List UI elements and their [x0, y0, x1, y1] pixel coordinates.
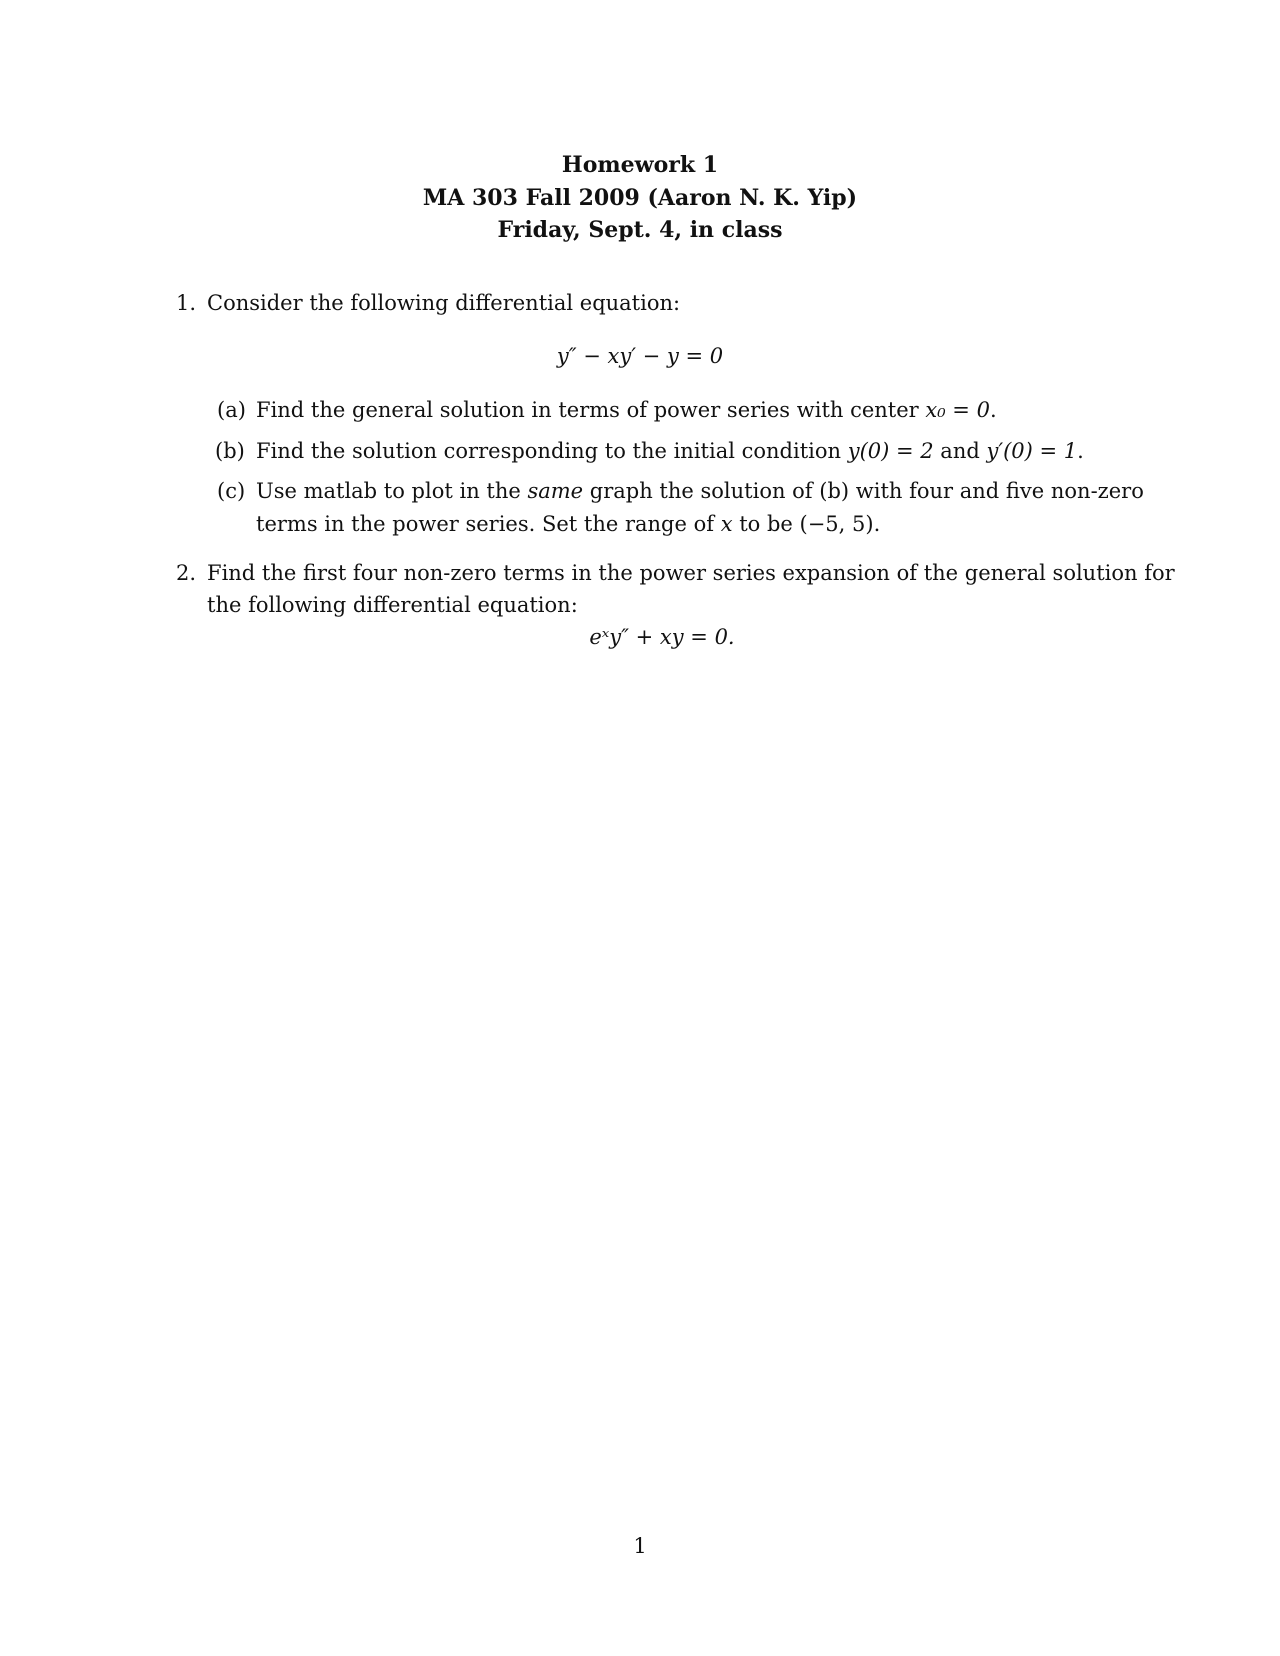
part-a-text-after: .: [989, 398, 997, 422]
part-a-text: [256, 396, 997, 424]
part-c-label: (c): [217, 479, 246, 503]
part-c-var-x: x: [720, 512, 733, 536]
part-c-line-2-b: to be: [732, 512, 800, 536]
part-b-text-after: .: [1077, 439, 1084, 463]
part-b-math-2: y′(0) = 1: [986, 439, 1078, 463]
part-b-mid: and: [933, 439, 987, 463]
problem-1-intro: Consider the following differential equation:: [207, 291, 681, 315]
part-c-line-1-a: Use matlab to plot in the: [256, 479, 528, 503]
page-number: 1: [633, 1534, 647, 1558]
problem-2-line-2: the following differential equation:: [207, 593, 578, 617]
part-c-line-2-end: .: [873, 512, 881, 536]
part-c-line-1-b: graph the solution of (b) with four and five non-zero: [583, 479, 1144, 503]
due-date-line: Friday, Sept. 4, in class: [497, 217, 783, 243]
course-line: MA 303 Fall 2009 (Aaron N. K. Yip): [422, 185, 858, 211]
document-title: Homework 1: [561, 152, 719, 178]
part-a-text-before: Find the general solution in terms of power series with center: [256, 398, 926, 422]
part-a-math: x₀ = 0: [925, 398, 990, 422]
part-c-emphasis: same: [527, 479, 584, 503]
problem-2-equation: eˣy″ + xy = 0.: [589, 625, 735, 649]
problem-2-number: 2.: [176, 561, 197, 585]
part-c-range: (−5, 5): [799, 512, 874, 536]
part-a-label: (a): [217, 398, 246, 422]
part-b-text: [256, 437, 1084, 465]
part-b-math-1: y(0) = 2: [847, 439, 934, 463]
part-b-text-before: Find the solution corresponding to the initial condition: [256, 439, 848, 463]
part-c-line-1: [256, 477, 1144, 505]
part-b-label: (b): [215, 439, 245, 463]
problem-2-line-1: Find the first four non-zero terms in the power series expansion of the general solution for: [207, 561, 1175, 585]
problem-1-equation: y″ − xy′ − y = 0: [556, 344, 724, 368]
part-c-line-2-a: terms in the power series. Set the range of: [256, 512, 721, 536]
part-c-line-2: [256, 510, 880, 538]
problem-1-number: 1.: [176, 291, 197, 315]
